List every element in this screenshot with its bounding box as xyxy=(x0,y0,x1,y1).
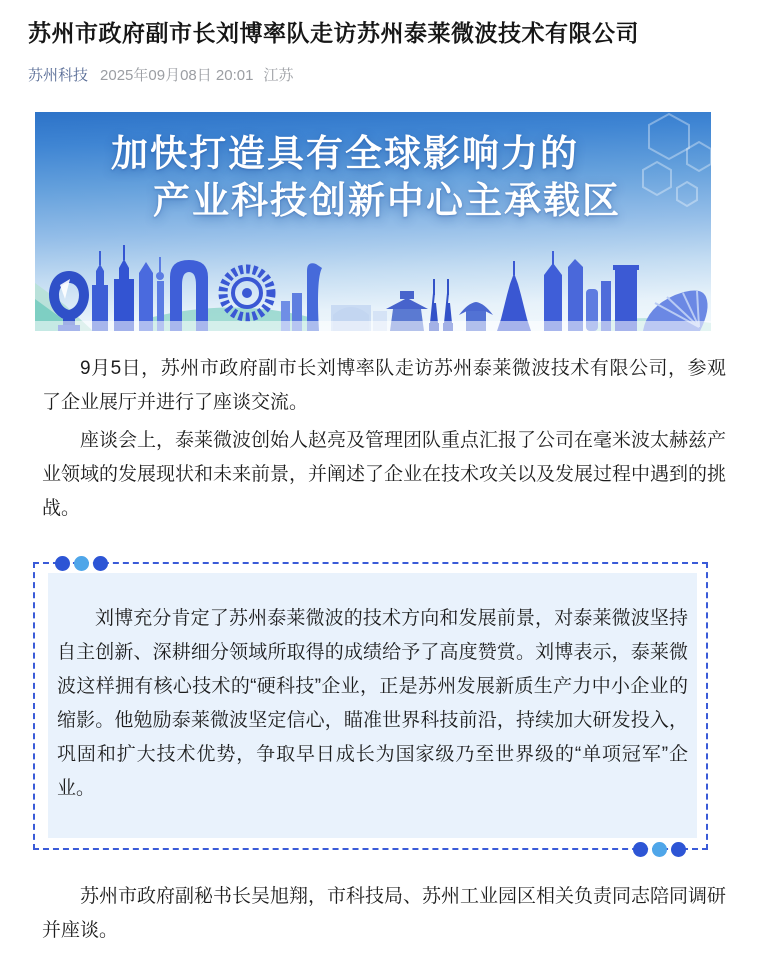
paragraph-1: 9月5日，苏州市政府副市长刘博率队走访苏州泰莱微波技术有限公司，参观了企业展厅并进行了座谈交流。 xyxy=(42,358,726,414)
account-name-link[interactable]: 苏州科技 xyxy=(28,67,89,85)
publish-location: 江苏 xyxy=(263,67,294,85)
dot-royal-icon xyxy=(671,842,686,857)
paragraph-3: 苏州市政府副秘书长吴旭翔，市科技局、苏州工业园区相关负责同志陪同调研并座谈。 xyxy=(42,886,727,942)
publish-datetime: 2025年09月08日 20:01 xyxy=(100,67,254,85)
paragraph-2: 座谈会上，泰莱微波创始人赵亮及管理团队重点汇报了公司在毫米波太赫兹产业领域的发展现状和未来前景，并阐述了企业在技术攻关以及发展过程中遇到的挑战。 xyxy=(42,430,727,520)
article-footer-text xyxy=(42,880,726,948)
banner-slogan-line1: 加快打造具有全球影响力的 xyxy=(111,131,579,176)
highlight-quote-background xyxy=(48,573,697,838)
corner-dots-top-left xyxy=(55,556,108,571)
dot-royal-icon xyxy=(633,842,648,857)
highlight-quote-text: 刘博充分肯定了苏州泰莱微波的技术方向和发展前景，对泰莱微波坚持自主创新、深耕细分领域所取得的成绩给予了高度赞赏。刘博表示，泰莱微波这样拥有核心技术的“硬科技”企业，正是苏州发展新质生产力中小企业的缩影。他勉励泰莱微波坚定信心，瞄准世界科技前沿，持续加大研发投入，巩固和扩大技术优势，争取早日成长为国家级乃至世界级的“单项冠军”企业。 xyxy=(57,608,688,800)
banner-image[interactable] xyxy=(35,112,711,331)
byline xyxy=(28,64,740,85)
article-title: 苏州市政府副市长刘博率队走访苏州泰莱微波技术有限公司 xyxy=(28,20,639,46)
dot-sky-icon xyxy=(652,842,667,857)
dot-royal-icon xyxy=(93,556,108,571)
banner-slogan-line2: 产业科技创新中心主承载区 xyxy=(153,178,621,223)
banner-slogan xyxy=(35,130,711,224)
dot-royal-icon xyxy=(55,556,70,571)
article-body xyxy=(42,352,726,526)
city-skyline-illustration xyxy=(35,235,711,331)
highlight-quote-box xyxy=(33,562,708,850)
corner-dots-bottom-right xyxy=(633,842,686,857)
dot-sky-icon xyxy=(74,556,89,571)
